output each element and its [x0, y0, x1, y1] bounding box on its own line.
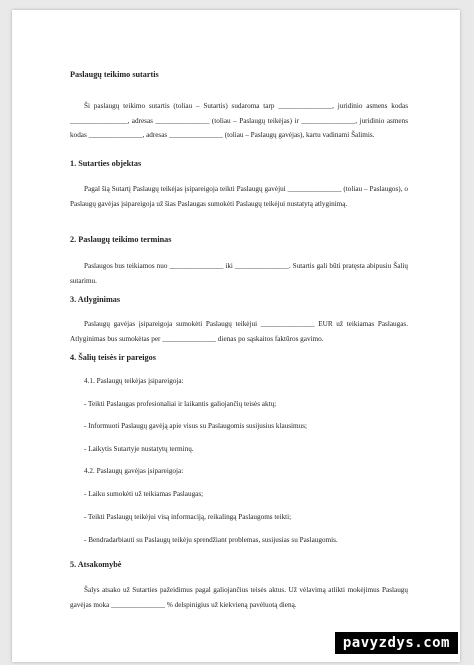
document-title: Paslaugų teikimo sutartis — [70, 70, 159, 79]
document-page — [12, 10, 460, 662]
watermark-badge: pavyzdys.com — [335, 632, 458, 654]
list-item: - Laiku sumokėti už teikiamas Paslaugas; — [84, 490, 204, 498]
list-item: 4.1. Paslaugų teikėjas įsipareigoja: — [84, 377, 184, 385]
section-1-text: Pagal šią Sutartį Paslaugų teikėjas įsipareigoja teikti Paslaugų gavėjui _______________ (toliau – Paslaugos), o Paslaugų gavėjas įsipareigoja už šias Paslaugas sumokėti Paslaugų teikėjui nustatytą atlyginimą. — [70, 185, 408, 208]
section-5-heading: 5. Atsakomybė — [70, 560, 122, 569]
section-1-heading: 1. Sutarties objektas — [70, 159, 142, 168]
section-2-text: Paslaugos bus teikiamos nuo _______________ iki _______________. Sutartis gali būti pratęsta abipusiu Šalių sutarimu. — [70, 262, 408, 285]
section-3-text: Paslaugų gavėjas įsipareigoja sumokėti Paslaugų teikėjui _______________ EUR už teikiamas Paslaugas. Atlyginimas bus sumokėtas per _______________ dienas po sąskaitos faktūros gavimo. — [70, 320, 408, 343]
list-item: 4.2. Paslaugų gavėjas įsipareigoja: — [84, 467, 184, 475]
intro-paragraph: Ši paslaugų teikimo sutartis (toliau – Sutartis) sudaroma tarp _______________, juridinio asmens kodas ________________, adresas _______________ (toliau – Paslaugų teikėjas) ir _______________, juridinio asmens kodas _______________, adresas _______________ (toliau – Paslaugų gavėjas), kartu vadinami Šalimis. — [70, 102, 408, 140]
list-item: - Bendradarbiauti su Paslaugų teikėju sprendžiant problemas, susijusias su Paslaugomis. — [84, 536, 338, 544]
list-item: - Teikti Paslaugas profesionaliai ir laikantis galiojančių teisės aktų; — [84, 400, 277, 408]
list-item: - Teikti Paslaugų teikėjui visą informaciją, reikalingą Paslaugoms teikti; — [84, 513, 292, 521]
list-item: - Laikytis Sutartyje nustatytų terminų. — [84, 445, 194, 453]
section-5-text: Šalys atsako už Sutarties pažeidimus pagal galiojančius teisės aktus. Už vėlavimą atlikti mokėjimus Paslaugų gavėjas moka _______________ % delspinigius už kiekvieną pavėluotą dieną. — [70, 586, 408, 609]
section-2-heading: 2. Paslaugų teikimo terminas — [70, 235, 172, 244]
list-item: - Informuoti Paslaugų gavėją apie visus su Paslaugomis susijusius klausimus; — [84, 422, 307, 430]
section-3-heading: 3. Atlyginimas — [70, 295, 121, 304]
section-4-heading: 4. Šalių teisės ir pareigos — [70, 353, 156, 362]
